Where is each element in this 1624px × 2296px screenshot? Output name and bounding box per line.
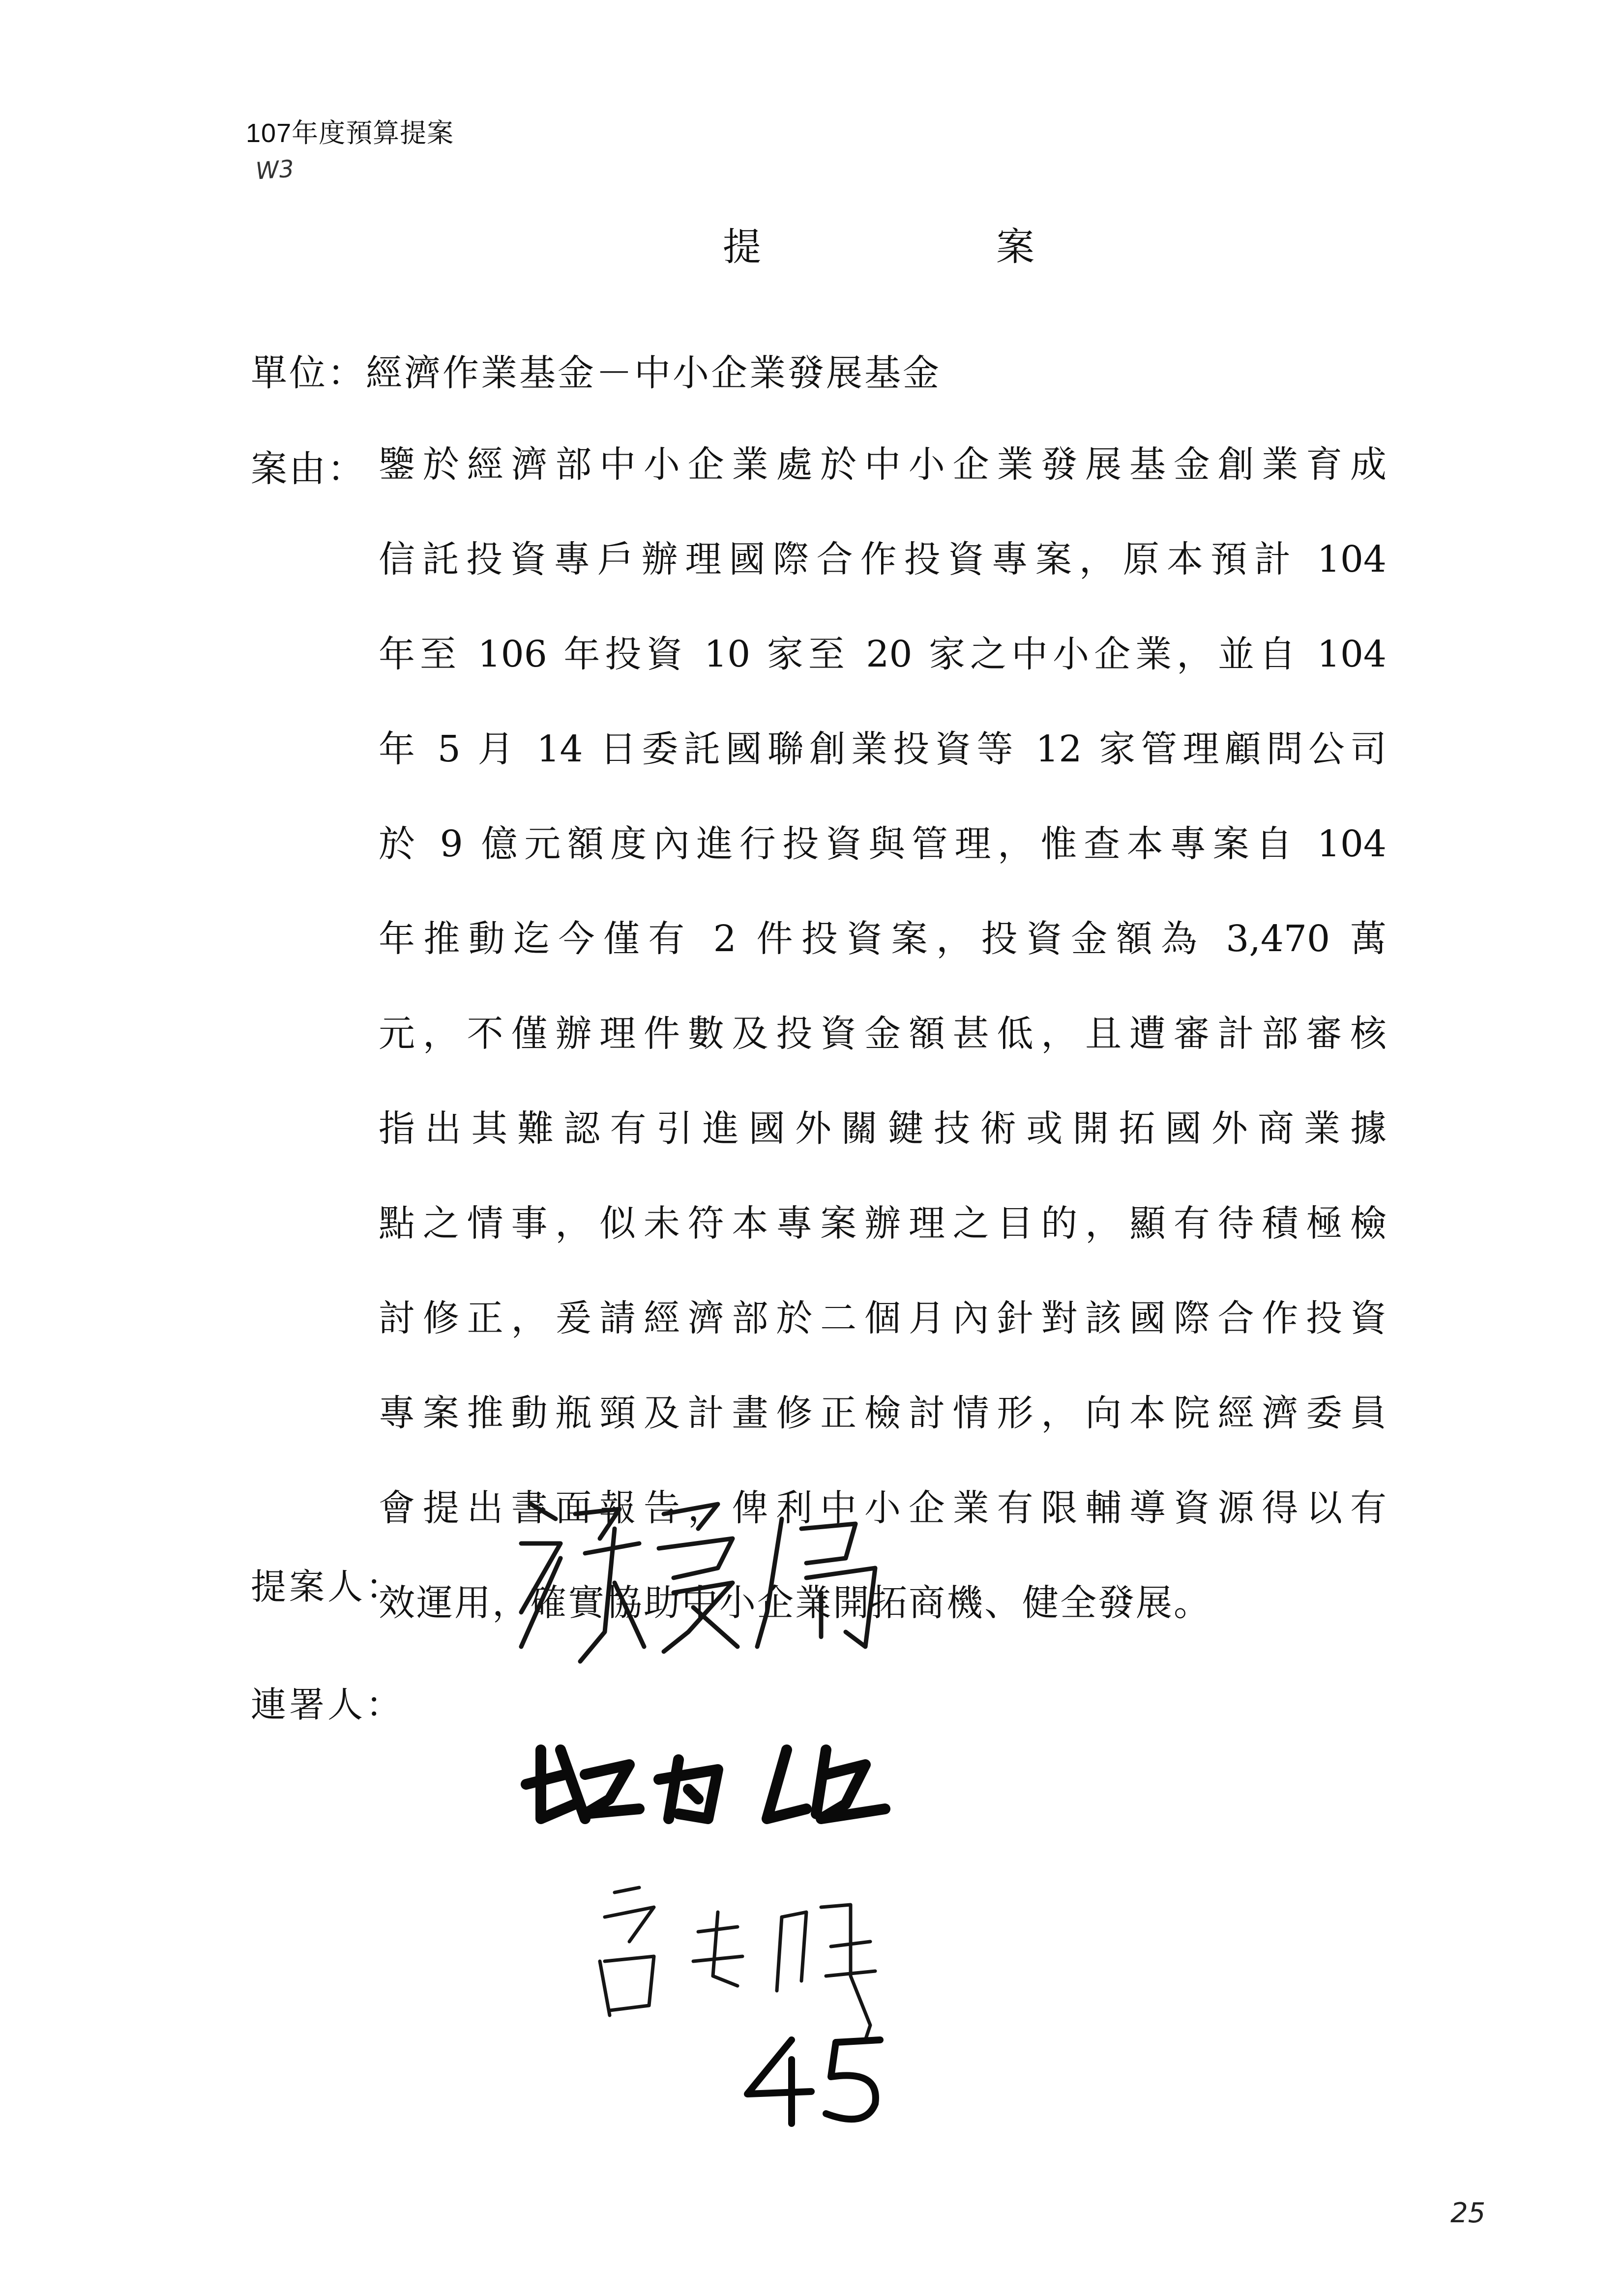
reason-label: 案由： [251, 448, 366, 490]
budget-proposal-header: 107年度預算提案 [246, 118, 454, 148]
reason-line: 專案推動瓶頸及計畫修正檢討情形，向本院經濟委員 [379, 1392, 1387, 1434]
document-title: 提 案 [723, 225, 1133, 269]
cosigners-label: 連署人： [251, 1684, 405, 1725]
reason-line: 鑒於經濟部中小企業處於中小企業發展基金創業育成 [379, 443, 1387, 486]
reason-line: 指出其難認有引進國外關鍵技術或開拓國外商業據 [379, 1107, 1387, 1150]
unit-value: 經濟作業基金－中小企業發展基金 [366, 352, 941, 394]
reason-line: 於 9 億元額度內進行投資與管理，惟查本專案自 104 [379, 823, 1387, 865]
reason-line: 年 5 月 14 日委託國聯創業投資等 12 家管理顧問公司 [379, 728, 1387, 770]
handwritten-note: W3 [255, 155, 295, 185]
page-number: 25 [1450, 2197, 1486, 2229]
unit-row [251, 344, 941, 396]
reason-line: 點之情事，似未符本專案辦理之目的，顯有待積極檢 [379, 1202, 1387, 1245]
reason-line: 會提出書面報告，俾利中小企業有限輔導資源得以有 [379, 1487, 1387, 1529]
cosigner-signature-1 [511, 1720, 969, 1848]
reason-line: 年至 106 年投資 10 家至 20 家之中小企業，並自 104 [379, 633, 1387, 675]
reason-line: 討修正，爰請經濟部於二個月內針對該國際合作投資 [379, 1297, 1387, 1339]
reason-line: 年推動迄今僅有 2 件投資案，投資金額為 3,470 萬 [379, 918, 1387, 960]
proposer-signature [502, 1484, 954, 1701]
reason-line: 信託投資專戶辦理國際合作投資專案，原本預計 104 [379, 538, 1387, 581]
reason-line: 效運用，確實協助中小企業開拓商機、健全發展。 [379, 1582, 1211, 1624]
handwritten-number-45 [738, 2030, 900, 2128]
unit-label: 單位： [251, 352, 366, 394]
reason-line: 元，不僅辦理件數及投資金額甚低，且遭審計部審核 [379, 1013, 1387, 1055]
cosigner-signature-2 [575, 1878, 919, 2040]
proposer-label: 提案人： [251, 1566, 405, 1607]
